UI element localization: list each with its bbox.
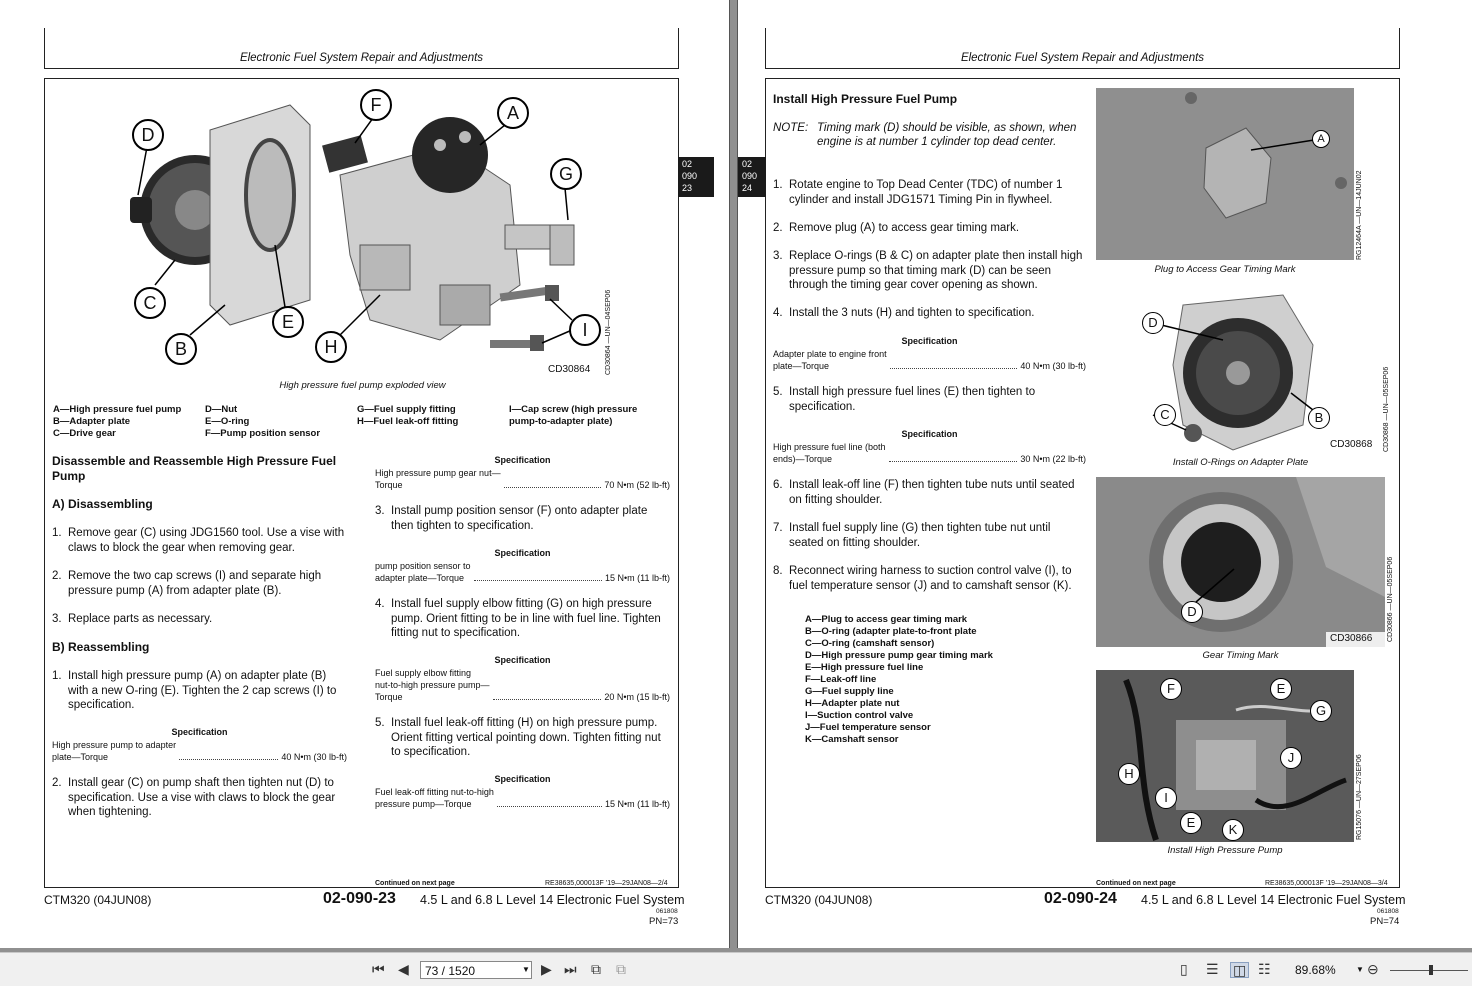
step-text: Install fuel supply line (G) then tighten tube nut until seated on fitting shoulder.: [789, 522, 1051, 549]
page-pn: PN=73: [649, 916, 679, 927]
footer-title: 4.5 L and 6.8 L Level 14 Electronic Fuel System: [1141, 893, 1406, 907]
spec-value: 70 N•m (52 lb-ft): [604, 480, 670, 490]
legend-item: B—Adapter plate: [53, 416, 131, 427]
photo-callout: C: [1154, 404, 1176, 426]
legend-item: I—Cap screw (high pressure pump-to-adapter plate): [509, 404, 638, 427]
photo-callout: D: [1181, 601, 1203, 623]
last-page-icon[interactable]: ⏭: [564, 961, 577, 977]
copy-icon[interactable]: ⧉: [591, 961, 601, 977]
figure-code: CD30864: [548, 364, 591, 375]
step-text: Remove plug (A) to access gear timing mark.: [789, 222, 1020, 234]
header-rule: [765, 68, 1400, 69]
spec-heading: Specification: [494, 655, 551, 665]
continued-note: Continued on next page: [1096, 880, 1176, 887]
paste-icon[interactable]: ⧉: [616, 961, 626, 977]
photo-caption: Install O-Rings on Adapter Plate: [1172, 457, 1309, 468]
single-page-view-icon[interactable]: ▯: [1180, 961, 1188, 977]
photo-callout: H: [1118, 763, 1140, 785]
step: 1. Rotate engine to Top Dead Center (TDC) of number 1 cylinder and install JDG1571 Timing Pin in flywheel.: [773, 178, 1083, 207]
step-text: Remove gear (C) using JDG1560 tool. Use a vise with claws to block the gear when removing gear.: [68, 527, 345, 554]
zoom-slider-handle[interactable]: [1429, 965, 1433, 975]
page-number-input[interactable]: 73 / 1520: [420, 961, 532, 979]
legend-item: F—Leak-off line: [805, 674, 877, 685]
callout-e: E: [272, 306, 304, 338]
tab-line: 23: [682, 183, 693, 193]
legend-item: E—O-ring: [205, 416, 250, 427]
step: 4. Install fuel supply elbow fitting (G) on high pressure pump. Orient fitting to be in line with fuel line. Tighten fitting nut to specification.: [375, 597, 670, 641]
step: 6. Install leak-off line (F) then tighten tube nuts until seated on fitting shoulder.: [773, 478, 1083, 507]
photo-callout: K: [1222, 819, 1244, 841]
step-text: Remove the two cap screws (I) and separate high pressure pump (A) from adapter plate (B).: [68, 570, 322, 597]
footer-doc-id: CTM320 (04JUN08): [765, 893, 873, 907]
callout-a: A: [497, 97, 529, 129]
zoom-out-icon[interactable]: ⊖: [1367, 961, 1379, 977]
callout-g: G: [550, 158, 582, 190]
legend-item: D—High pressure pump gear timing mark: [805, 650, 993, 661]
photo-side-code: CD30866 —UN—05SEP06: [1387, 556, 1394, 642]
photo-side-code: RG15076 —UN—27SEP06: [1356, 754, 1363, 840]
tab-line: 02: [682, 159, 693, 169]
step-text: Replace parts as necessary.: [68, 613, 213, 625]
photo-callout: J: [1280, 747, 1302, 769]
right-page: [737, 0, 1472, 948]
section-title: Install High Pressure Fuel Pump: [773, 92, 958, 106]
spec-heading: Specification: [494, 455, 551, 465]
photo-callout: D: [1142, 312, 1164, 334]
photo-gear-plug: [1096, 88, 1354, 260]
left-page: [0, 0, 730, 948]
page-header: Electronic Fuel System Repair and Adjustments: [239, 52, 484, 64]
subsection-title: B) Reassembling: [52, 640, 150, 654]
first-page-icon[interactable]: ⏮: [372, 961, 385, 977]
footer-doc-id: CTM320 (04JUN08): [44, 893, 152, 907]
spec-heading: Specification: [494, 774, 551, 784]
footer-title: 4.5 L and 6.8 L Level 14 Electronic Fuel System: [420, 893, 685, 907]
callout-c: C: [134, 287, 166, 319]
spec-label: High pressure pump gear nut— Torque: [375, 468, 501, 490]
page-pn: PN=74: [1370, 916, 1400, 927]
photo-callout: F: [1160, 678, 1182, 700]
spec-label: Adapter plate to engine front plate—Torque: [773, 349, 887, 371]
continuous-view-icon[interactable]: ☰: [1206, 961, 1219, 977]
spec-heading: Specification: [494, 548, 551, 558]
previous-page-icon[interactable]: ◀: [398, 961, 409, 977]
spec-block: [375, 773, 670, 810]
step-text: Install pump position sensor (F) onto adapter plate then tighten to specification.: [391, 505, 648, 532]
step: 3. Install pump position sensor (F) onto adapter plate then tighten to specification.: [375, 504, 670, 533]
legend-item: A—Plug to access gear timing mark: [805, 614, 968, 625]
step: 1. Remove gear (C) using JDG1560 tool. Use a vise with claws to block the gear when removing gear.: [52, 526, 347, 555]
tab-line: 090: [682, 171, 698, 181]
photo-caption: Plug to Access Gear Timing Mark: [1154, 264, 1296, 275]
two-page-view-icon[interactable]: ◫: [1230, 962, 1249, 978]
step-text: Install the 3 nuts (H) and tighten to specification.: [789, 307, 1035, 319]
spec-block: [773, 335, 1086, 372]
spec-heading: Specification: [901, 336, 958, 346]
step-text: Install gear (C) on pump shaft then tighten nut (D) to specification. Use a vise with claws to block the gear when tightening.: [68, 777, 336, 818]
photo-timing-mark: [1096, 477, 1385, 647]
spec-label: pump position sensor to adapter plate—Torque: [375, 561, 471, 583]
step-text: Install high pressure fuel lines (E) then tighten to specification.: [789, 386, 1036, 413]
legend-item: A—High pressure fuel pump: [53, 404, 182, 415]
legend-item: F—Pump position sensor: [205, 428, 321, 439]
step-text: Rotate engine to Top Dead Center (TDC) of number 1 cylinder and install JDG1571 Timing Pin in flywheel.: [789, 179, 1063, 206]
spec-block: [52, 726, 347, 763]
photo-callout: E: [1180, 812, 1202, 834]
note-label: NOTE:: [773, 122, 809, 134]
reference-code: RE38635,000013F ’19—29JAN08—2/4: [545, 880, 668, 887]
section-tab: [678, 157, 714, 197]
photo-installed-pump: [1096, 670, 1354, 842]
photo-callout: B: [1308, 407, 1330, 429]
step-text: Install high pressure pump (A) on adapter plate (B) with a new O-ring (E). Tighten the 2 cap screws (I) to specification.: [68, 670, 337, 711]
footer-small-code: 061808: [1377, 908, 1399, 915]
footer-page-number: 02-090-23: [323, 890, 396, 907]
spec-block: [773, 428, 1086, 465]
footer-page-number: 02-090-24: [1044, 890, 1117, 907]
callout-h: H: [315, 331, 347, 363]
step-text: Install fuel supply elbow fitting (G) on high pressure pump. Orient fitting to be in line with fuel line. Tighten fitting nut to specification.: [391, 598, 661, 639]
photo-callout: I: [1155, 787, 1177, 809]
legend-item: C—Drive gear: [53, 428, 116, 439]
spec-value: 15 N•m (11 lb-ft): [605, 573, 670, 583]
note-text: Timing mark (D) should be visible, as shown, when engine is at number 1 cylinder top dead center.: [817, 122, 1077, 148]
legend-item: J—Fuel temperature sensor: [805, 722, 931, 733]
zoom-level[interactable]: 89.68%: [1295, 963, 1336, 977]
step: 8. Reconnect wiring harness to suction control valve (I), to fuel temperature sensor (J) and to camshaft sensor (K).: [773, 564, 1083, 593]
spec-block: [375, 547, 670, 584]
legend-item: B—O-ring (adapter plate-to-front plate: [805, 626, 977, 637]
spec-value: 20 N•m (15 lb-ft): [604, 692, 670, 702]
continued-note: Continued on next page: [375, 880, 455, 887]
step: 1. Install high pressure pump (A) on adapter plate (B) with a new O-ring (E). Tighten the 2 cap screws (I) to specification.: [52, 669, 347, 713]
header-rule: [44, 68, 679, 69]
legend-item: H—Adapter plate nut: [805, 698, 900, 709]
spec-label: High pressure pump to adapter plate—Torque: [52, 740, 177, 762]
step: 2. Remove the two cap screws (I) and separate high pressure pump (A) from adapter plate (B).: [52, 569, 347, 598]
reference-code: RE38635,000013F ’19—29JAN08—3/4: [1265, 880, 1388, 887]
photo-code: CD30866: [1330, 633, 1373, 644]
legend-item: K—Camshaft sensor: [805, 734, 899, 745]
step: 3. Replace O-rings (B & C) on adapter plate then install high pressure pump so that timing mark (D) can be seen through the timing gear cover opening as shown.: [773, 250, 1083, 291]
photo-callout: E: [1270, 678, 1292, 700]
legend-item: D—Nut: [205, 404, 238, 415]
step: 5. Install fuel leak-off fitting (H) on high pressure pump. Orient fitting vertical pointing down. Tighten fitting nut to specification.: [375, 716, 670, 760]
photo-callout: G: [1310, 700, 1332, 722]
page-dropdown-icon[interactable]: ▼: [522, 965, 530, 974]
zoom-dropdown-icon[interactable]: ▼: [1356, 965, 1364, 974]
legend-item: I—Suction control valve: [805, 710, 914, 721]
legend-item: C—O-ring (camshaft sensor): [805, 638, 935, 649]
spec-block: [375, 654, 670, 703]
legend-item: G—Fuel supply line: [805, 686, 894, 697]
tab-line: 24: [742, 183, 753, 193]
step-text: Reconnect wiring harness to suction control valve (I), to fuel temperature sensor (J) and to camshaft sensor (K).: [789, 565, 1072, 592]
spec-heading: Specification: [171, 727, 228, 737]
two-page-continuous-icon[interactable]: ☷: [1258, 961, 1271, 977]
step: 2. Remove plug (A) to access gear timing mark.: [773, 221, 1083, 236]
photo-side-code: CD30868 —UN—05SEP06: [1383, 366, 1390, 452]
callout-d: D: [132, 119, 164, 151]
photo-caption: Install High Pressure Pump: [1167, 845, 1283, 856]
tab-line: 090: [742, 171, 758, 181]
step-text: Install leak-off line (F) then tighten tube nuts until seated on fitting shoulder.: [789, 479, 1075, 506]
figure-side-code: CD30864 —UN—04SEP06: [605, 289, 612, 375]
legend-item: G—Fuel supply fitting: [357, 404, 456, 415]
photo-code: CD30868: [1330, 439, 1373, 450]
spec-label: Fuel leak-off fitting nut-to-high pressure pump—Torque: [375, 787, 494, 809]
photo-adapter-orings: [1113, 285, 1383, 455]
photo-callout: A: [1312, 130, 1330, 148]
callout-f: F: [360, 89, 392, 121]
section-tab: [738, 157, 766, 197]
spec-label: High pressure fuel line (both ends)—Torque: [773, 442, 886, 464]
next-page-icon[interactable]: ▶: [541, 961, 552, 977]
note: [773, 121, 1088, 149]
spec-value: 30 N•m (22 lb-ft): [1020, 454, 1086, 464]
spec-label: Fuel supply elbow fitting nut-to-high pressure pump— Torque: [375, 668, 490, 702]
spec-value: 40 N•m (30 lb-ft): [1020, 361, 1086, 371]
spec-heading: Specification: [901, 429, 958, 439]
step: 5. Install high pressure fuel lines (E) then tighten to specification.: [773, 385, 1083, 414]
spec-value: 15 N•m (11 lb-ft): [605, 799, 670, 809]
step-text: Replace O-rings (B & C) on adapter plate then install high pressure pump so that timing mark (D) can be seen through the timing gear cover opening as shown.: [789, 250, 1083, 291]
spec-value: 40 N•m (30 lb-ft): [281, 752, 347, 762]
step: 7. Install fuel supply line (G) then tighten tube nut until seated on fitting shoulder.: [773, 521, 1083, 550]
tab-line: 02: [742, 159, 753, 169]
step-text: Install fuel leak-off fitting (H) on high pressure pump. Orient fitting vertical pointing down. Tighten fitting nut to specification.: [391, 717, 661, 758]
viewer-toolbar: [0, 952, 1472, 986]
photo-caption: Gear Timing Mark: [1202, 650, 1279, 661]
spec-block: [375, 454, 670, 491]
step: 2. Install gear (C) on pump shaft then tighten nut (D) to specification. Use a vise with claws to block the gear when tightening.: [52, 776, 347, 820]
step: 4. Install the 3 nuts (H) and tighten to specification.: [773, 306, 1083, 321]
section-title: Disassemble and Reassemble High Pressure Fuel Pump: [52, 454, 337, 483]
footer-small-code: 061808: [656, 908, 678, 915]
figure-caption: High pressure fuel pump exploded view: [279, 380, 446, 391]
photo-side-code: RG12464A —UN—14JUN02: [1356, 170, 1363, 260]
step: 3. Replace parts as necessary.: [52, 612, 347, 627]
legend-item: E—High pressure fuel line: [805, 662, 924, 673]
callout-b: B: [165, 333, 197, 365]
page-header: Electronic Fuel System Repair and Adjustments: [960, 52, 1205, 64]
callout-i: I: [569, 314, 601, 346]
subsection-title: A) Disassembling: [52, 497, 153, 511]
legend-item: H—Fuel leak-off fitting: [357, 416, 459, 427]
